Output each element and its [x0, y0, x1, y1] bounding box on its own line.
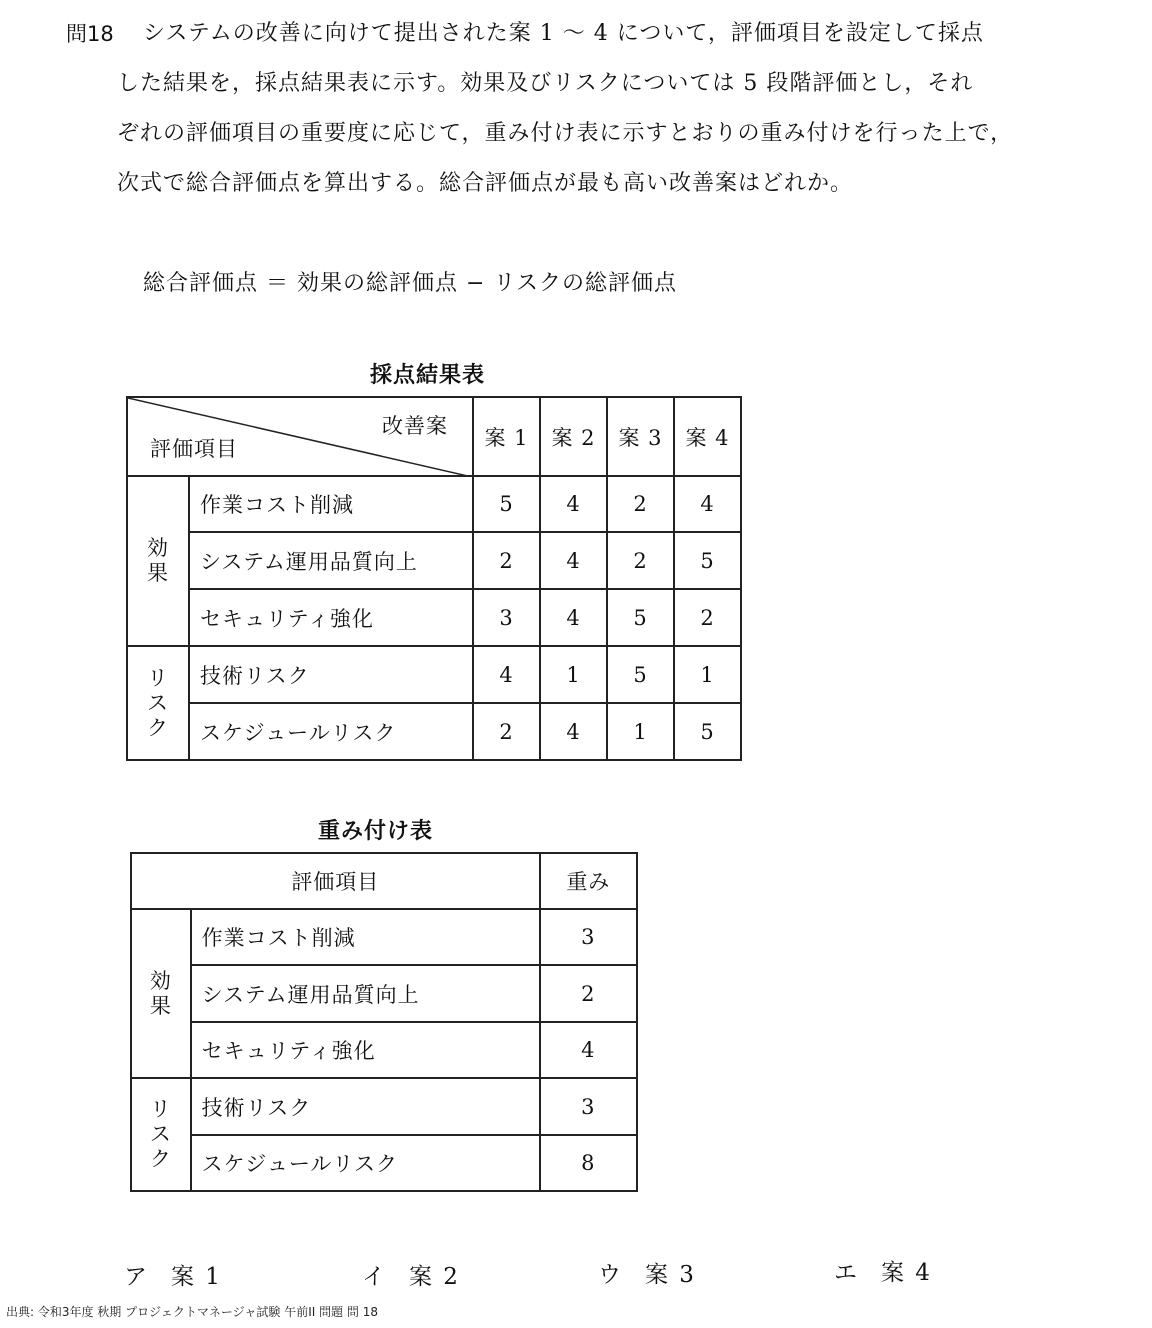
plan-header-1: 案 1: [473, 397, 540, 476]
weight-cell: 3: [540, 909, 637, 965]
score-table-caption: 採点結果表: [370, 362, 486, 388]
question-line-2: した結果を，採点結果表に示す。効果及びリスクについては 5 段階評価とし，それ: [117, 71, 974, 96]
table-row: [127, 476, 741, 532]
item-cell: 作業コスト削減: [191, 909, 540, 965]
table-row: [127, 703, 741, 760]
choice-text: 案 4: [881, 1260, 932, 1286]
choice-a[interactable]: [124, 1258, 222, 1291]
weight-cell: 8: [540, 1135, 637, 1191]
formula: 総合評価点 ＝ 効果の総評価点 − リスクの総評価点: [143, 271, 677, 296]
choice-e[interactable]: [834, 1254, 932, 1287]
item-cell: システム運用品質向上: [189, 532, 473, 589]
item-cell: セキュリティ強化: [191, 1022, 540, 1078]
weight-header-item: 評価項目: [131, 853, 540, 909]
score-cell: 5: [607, 646, 674, 703]
score-cell: 3: [473, 589, 540, 646]
weight-table: [130, 852, 638, 1192]
question-line-3: ぞれの評価項目の重要度に応じて，重み付け表に示すとおりの重み付けを行った上で，: [117, 121, 1014, 146]
group-label: リスク: [149, 1097, 172, 1171]
header-plans-label: 改善案: [382, 414, 448, 438]
score-cell: 4: [540, 476, 607, 532]
question-line-4: 次式で総合評価点を算出する。総合評価点が最も高い改善案はどれか。: [117, 171, 854, 196]
choice-mark: ウ: [598, 1262, 623, 1288]
group-effect: [131, 909, 191, 1078]
score-cell: 4: [473, 646, 540, 703]
question-number: 問18: [66, 22, 114, 46]
weight-table-header-row: [131, 853, 637, 909]
choice-mark: エ: [834, 1260, 859, 1286]
item-cell: 技術リスク: [189, 646, 473, 703]
source-citation: 出典: 令和3年度 秋期 プロジェクトマネージャ試験 午前II 問題 問 18: [6, 1305, 379, 1319]
score-cell: 5: [674, 703, 741, 760]
score-table-corner-cell: [127, 397, 473, 476]
score-cell: 2: [473, 703, 540, 760]
plan-header-3: 案 3: [607, 397, 674, 476]
plan-header-4: 案 4: [674, 397, 741, 476]
group-risk: [127, 646, 189, 760]
score-cell: 5: [473, 476, 540, 532]
weight-cell: 3: [540, 1078, 637, 1135]
score-cell: 2: [674, 589, 741, 646]
table-row: [127, 532, 741, 589]
score-cell: 2: [607, 532, 674, 589]
score-cell: 2: [473, 532, 540, 589]
choice-text: 案 3: [645, 1262, 696, 1288]
group-label: 効果: [149, 968, 172, 1018]
item-cell: 技術リスク: [191, 1078, 540, 1135]
item-cell: システム運用品質向上: [191, 965, 540, 1022]
score-cell: 1: [540, 646, 607, 703]
group-label: 効果: [147, 536, 169, 585]
score-cell: 4: [540, 532, 607, 589]
choice-mark: ア: [124, 1264, 149, 1290]
item-cell: スケジュールリスク: [189, 703, 473, 760]
table-row: [131, 909, 637, 965]
score-cell: 5: [674, 532, 741, 589]
group-label: リスク: [147, 665, 169, 740]
choice-mark: イ: [362, 1264, 387, 1290]
table-row: [131, 1022, 637, 1078]
item-cell: セキュリティ強化: [189, 589, 473, 646]
choice-u[interactable]: [598, 1256, 696, 1289]
weight-cell: 2: [540, 965, 637, 1022]
table-row: [131, 965, 637, 1022]
score-cell: 5: [607, 589, 674, 646]
group-effect: [127, 476, 189, 646]
header-items-label: 評価項目: [150, 437, 238, 461]
item-cell: 作業コスト削減: [189, 476, 473, 532]
score-cell: 1: [607, 703, 674, 760]
score-cell: 2: [607, 476, 674, 532]
score-cell: 1: [674, 646, 741, 703]
choice-text: 案 1: [171, 1264, 222, 1290]
question-line-1: システムの改善に向けて提出された案 1 〜 4 について，評価項目を設定して採点: [143, 21, 984, 46]
table-row: [127, 589, 741, 646]
score-table: [126, 396, 742, 761]
score-table-header-row: [127, 397, 741, 476]
score-cell: 4: [674, 476, 741, 532]
choice-text: 案 2: [409, 1264, 460, 1290]
table-row: [127, 646, 741, 703]
group-risk: [131, 1078, 191, 1191]
item-cell: スケジュールリスク: [191, 1135, 540, 1191]
choice-i[interactable]: [362, 1258, 460, 1291]
score-cell: 4: [540, 703, 607, 760]
weight-table-caption: 重み付け表: [318, 818, 434, 844]
score-cell: 4: [540, 589, 607, 646]
weight-cell: 4: [540, 1022, 637, 1078]
table-row: [131, 1078, 637, 1135]
table-row: [131, 1135, 637, 1191]
weight-header-weight: 重み: [540, 853, 637, 909]
plan-header-2: 案 2: [540, 397, 607, 476]
